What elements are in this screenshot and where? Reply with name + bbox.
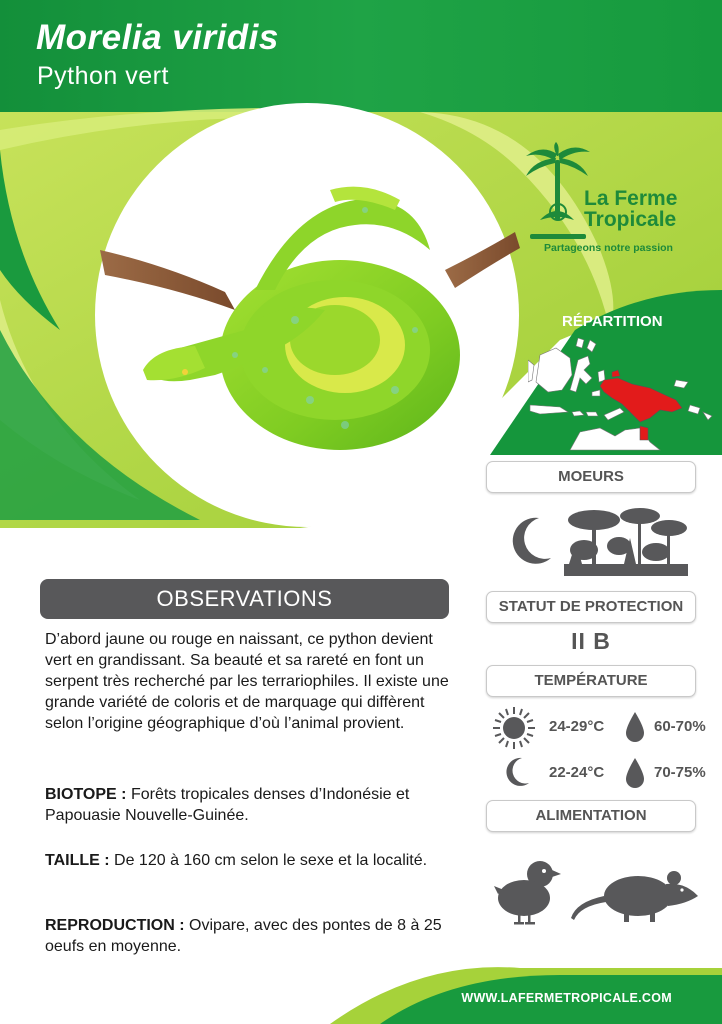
moeurs-heading: MOEURS	[486, 461, 696, 493]
biotope-paragraph	[45, 784, 460, 826]
taille-label: TAILLE :	[45, 852, 110, 869]
moon-icon	[505, 514, 553, 566]
biotope-label: BIOTOPE :	[45, 786, 127, 803]
website-link[interactable]: WWW.LAFERMETROPICALE.COM	[461, 991, 672, 1005]
brand-name-line2: Tropicale	[584, 208, 677, 231]
taille-text: De 120 à 160 cm selon le sexe et la localité.	[109, 852, 428, 869]
brand-name-line1: La Ferme	[584, 187, 678, 210]
brand-tagline: Partageons notre passion	[544, 242, 673, 254]
rat-icon	[570, 862, 702, 928]
brand-name	[584, 188, 677, 230]
water-drop-icon	[624, 757, 646, 789]
statut-heading: STATUT DE PROTECTION	[486, 591, 696, 623]
chick-icon	[494, 856, 562, 928]
reproduction-label: REPRODUCTION :	[45, 917, 185, 934]
moon-icon	[501, 756, 531, 788]
water-drop-icon	[624, 711, 646, 743]
reproduction-text: Ovipare, avec des pontes de 8 à 25 oeufs en moyenne.	[45, 917, 442, 955]
taille-paragraph	[45, 850, 460, 871]
jungle-icon	[564, 502, 688, 578]
observations-intro: D’abord jaune ou rouge en naissant, ce python devient vert en grandissant. Sa beauté et sa rareté en font un serpent très recherché par les terrariophiles. Il existe une grande variété de coloris et de marquage qui diffèrent selon l’origine géographique d’où l’animal provient.	[45, 631, 449, 732]
alimentation-heading: ALIMENTATION	[486, 800, 696, 832]
temperature-heading: TEMPÉRATURE	[486, 665, 696, 697]
snake-illustration	[95, 170, 525, 470]
statut-value: II B	[571, 628, 611, 654]
sun-icon	[492, 706, 536, 750]
species-subtitle: Python vert	[37, 62, 169, 90]
night-temperature: 22-24°C	[549, 764, 605, 781]
biotope-text: Forêts tropicales denses d’Indonésie et Papouasie Nouvelle-Guinée.	[45, 786, 410, 824]
day-temperature: 24-29°C	[549, 718, 605, 735]
observations-heading: OBSERVATIONS	[40, 579, 449, 619]
day-humidity: 60-70%	[654, 718, 706, 735]
repartition-label: RÉPARTITION	[562, 313, 663, 330]
reproduction-paragraph	[45, 915, 460, 957]
palm-tree-icon	[522, 142, 592, 248]
brand-logo	[522, 142, 702, 260]
species-title: Morelia viridis	[36, 18, 279, 57]
night-humidity: 70-75%	[654, 764, 706, 781]
